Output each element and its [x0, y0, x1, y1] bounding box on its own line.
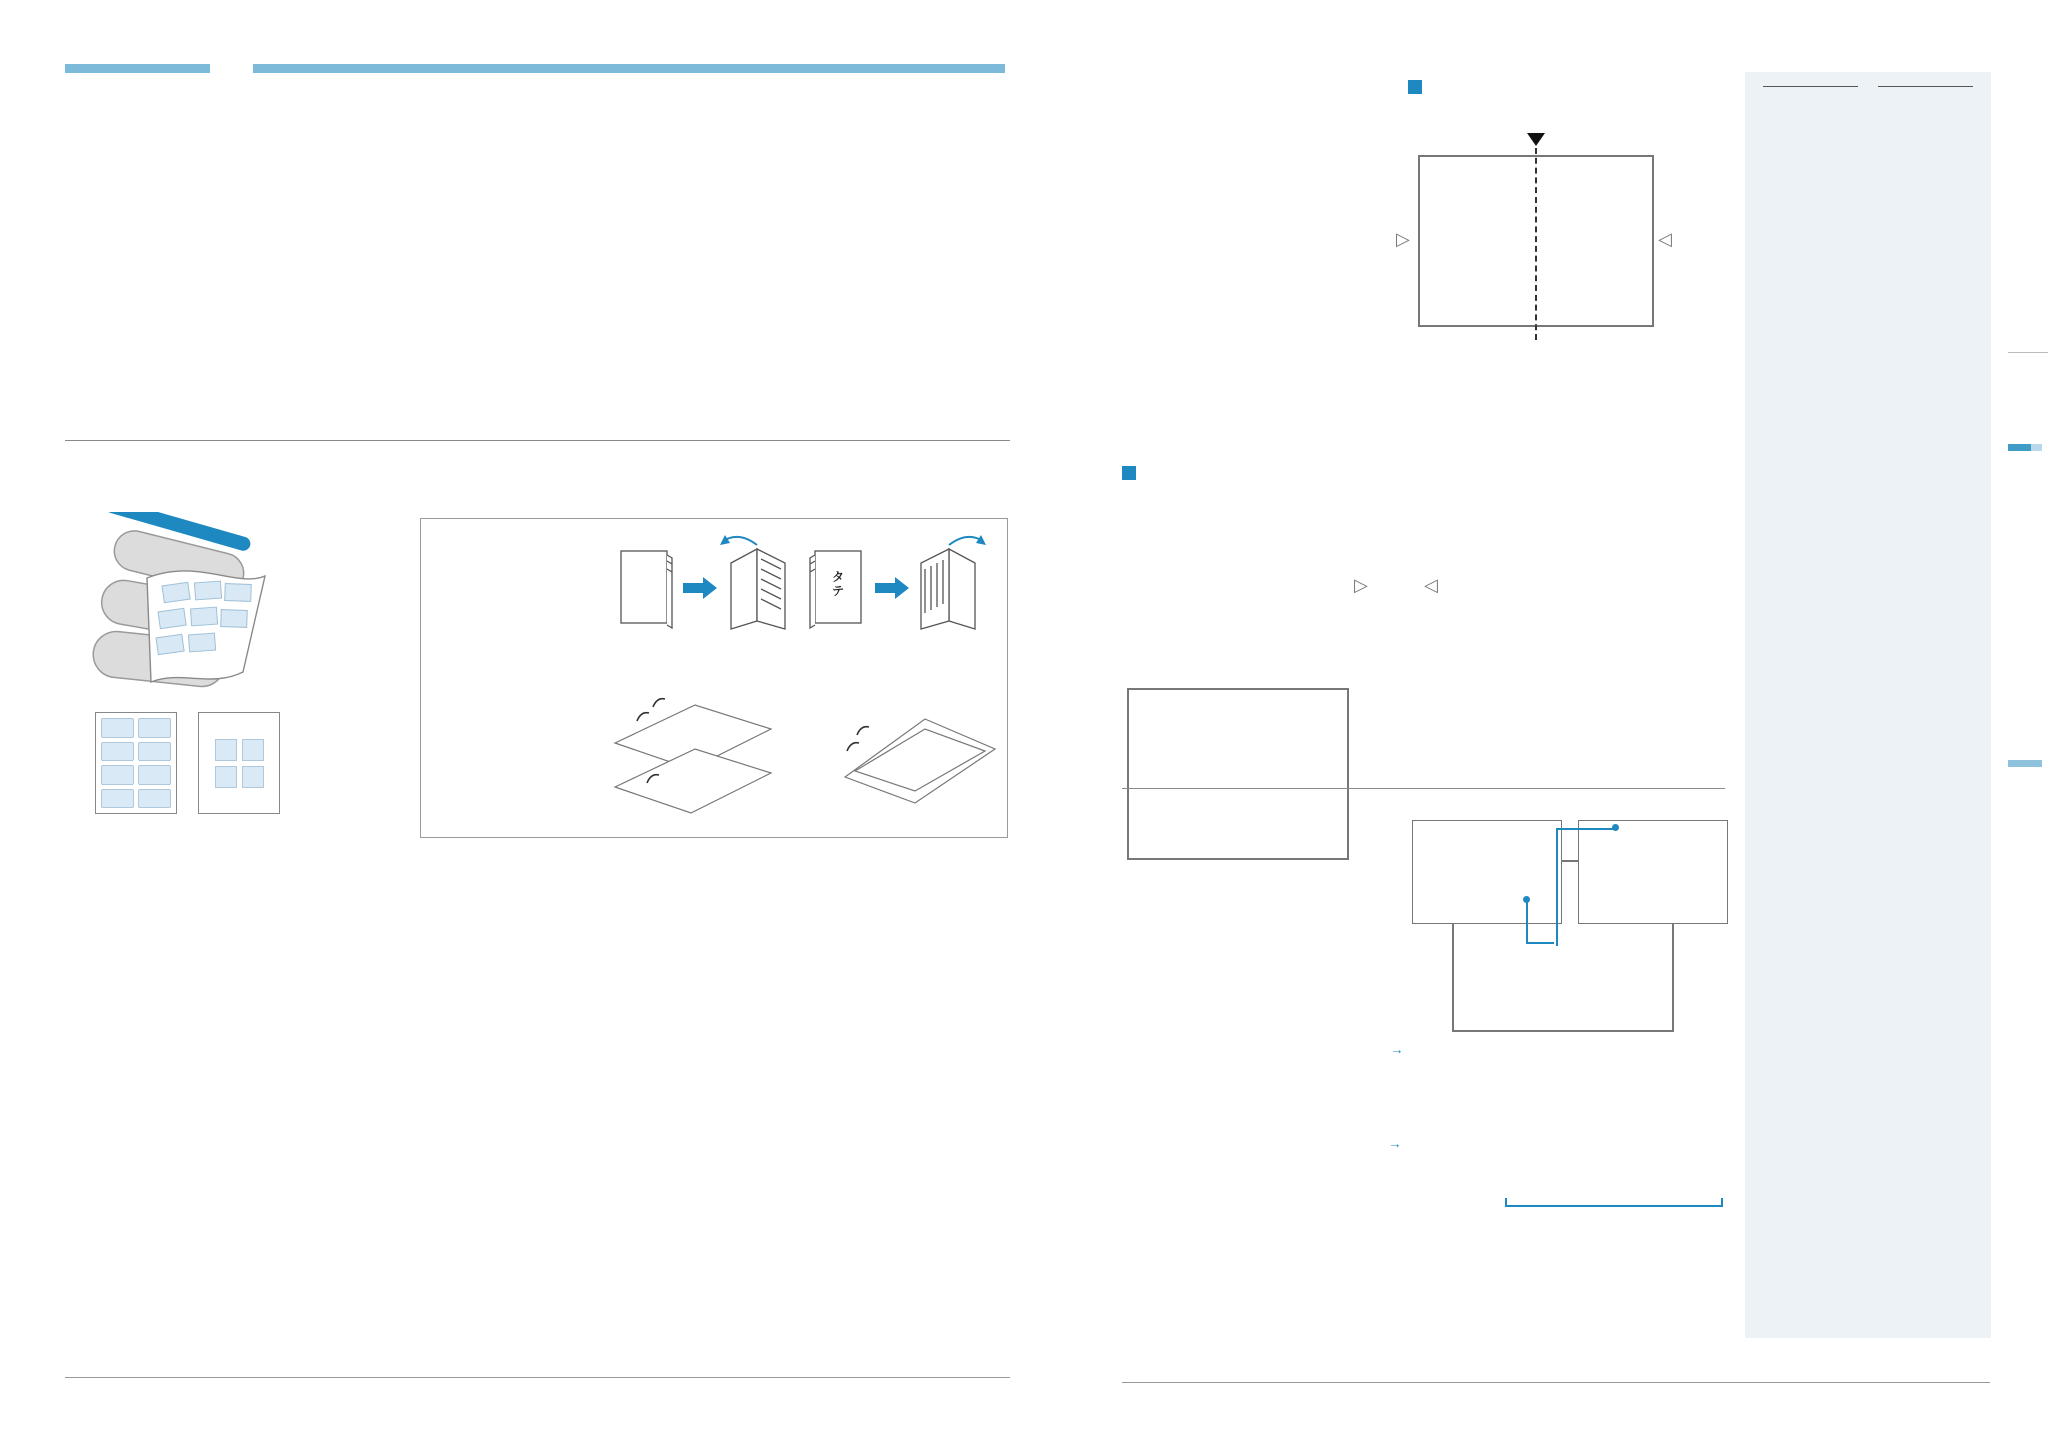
- spine-pointer-line: [1526, 900, 1528, 944]
- sechou-pointer-label: →: [1390, 1042, 1404, 1057]
- glossary-sidebar: [1745, 72, 1991, 1338]
- press-roller-illustration: [85, 512, 270, 704]
- sehyo-pointer-label: →: [1388, 1136, 1402, 1151]
- book-direction-diagram: [607, 533, 999, 669]
- glossary-title-row: [1763, 86, 1973, 87]
- square-bullet-icon: [1122, 466, 1136, 480]
- header-accent-bar-left: [65, 64, 210, 73]
- square-bullet-icon: [1408, 80, 1422, 94]
- right-footer-rule: [1122, 1382, 1990, 1383]
- problem-bracket: [1505, 1198, 1723, 1207]
- uchikaeshi-heading: [1408, 74, 1436, 100]
- section-rule: [65, 440, 1010, 441]
- tab-rule: [2008, 352, 2048, 353]
- tab-accent-bar-bottom: [2008, 760, 2042, 767]
- cut-marker-icon: [1527, 133, 1545, 146]
- needle-triangle-right-icon: ◁: [1658, 229, 1672, 249]
- needle-triangle-left-icon: ▷: [1396, 229, 1410, 249]
- good-imposition-diagram: [95, 712, 177, 814]
- bad-imposition-diagram: [198, 712, 280, 814]
- section-rule: [1122, 788, 1725, 789]
- yokogumi-table: [1412, 820, 1562, 924]
- header-accent-bar-title: [253, 64, 1005, 73]
- needle-triangle-icon: ▷: [1354, 575, 1368, 595]
- svg-text:タテ: タテ: [831, 570, 845, 598]
- spine-pointer-line: [1556, 828, 1558, 946]
- spine-pointer-line: [1556, 828, 1614, 830]
- gathering-method-diagram: [607, 671, 999, 831]
- text-direction-binding-box: [420, 518, 1008, 838]
- hongake-front-grid: [1127, 688, 1349, 860]
- spine-pointer-line: [1526, 942, 1554, 944]
- left-footer-rule: [65, 1377, 1010, 1378]
- center-cut-line: [1535, 148, 1537, 340]
- tab-accent-bar: [2008, 444, 2042, 451]
- hongake-heading: [1122, 460, 1150, 486]
- needle-triangle-icon: ◁: [1424, 575, 1438, 595]
- tategumi-table: [1578, 820, 1728, 924]
